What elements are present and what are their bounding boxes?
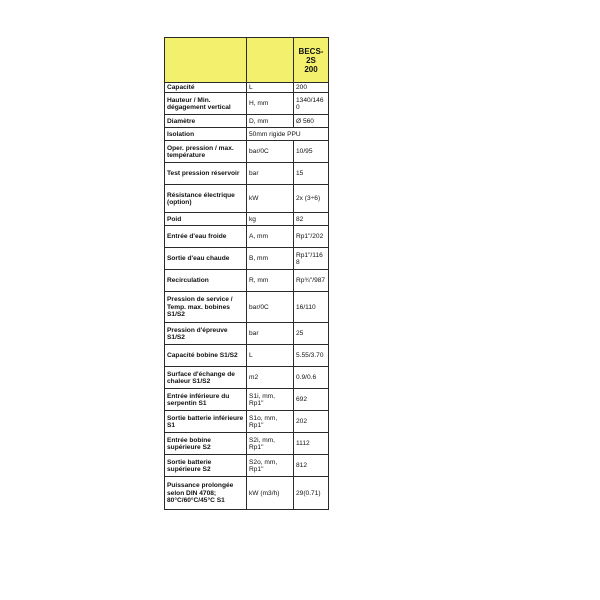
table-row xyxy=(165,323,329,345)
spec-label-cell: Entrée inférieure du serpentin S1 xyxy=(165,389,247,411)
table-row xyxy=(165,141,329,163)
spec-value-cell: 29(0.71) xyxy=(294,477,329,510)
table-row xyxy=(165,455,329,477)
spec-unit-cell: H, mm xyxy=(247,93,294,115)
table-row xyxy=(165,83,329,93)
spec-label-cell: Hauteur / Min. dégagement vertical xyxy=(165,93,247,115)
table-row xyxy=(165,292,329,323)
spec-label-cell: Entrée bobine supérieure S2 xyxy=(165,433,247,455)
spec-value-cell: Ø 560 xyxy=(294,115,329,128)
spec-label-cell: Isolation xyxy=(165,128,247,141)
spec-unit-cell: S1o, mm, Rp1" xyxy=(247,411,294,433)
spec-unit-cell: bar xyxy=(247,323,294,345)
header-unit-cell xyxy=(247,38,294,83)
spec-unit-cell: L xyxy=(247,345,294,367)
spec-label-cell: Puissance prolongée selon DIN 4708; 80°C/60°C/45°C S1 xyxy=(165,477,247,510)
spec-unit-cell: S2i, mm, Rp1" xyxy=(247,433,294,455)
spec-value-cell: 1340/1460 xyxy=(294,93,329,115)
spec-unit-cell: bar/0C xyxy=(247,292,294,323)
spec-label-cell: Poid xyxy=(165,213,247,226)
spec-value-cell: 812 xyxy=(294,455,329,477)
spec-value-cell: 16/110 xyxy=(294,292,329,323)
spec-label-cell: Pression d'épreuve S1/S2 xyxy=(165,323,247,345)
spec-label-cell: Test pression réservoir xyxy=(165,163,247,185)
spec-value-cell: 2x (3÷6) xyxy=(294,185,329,213)
table-row xyxy=(165,270,329,292)
spec-unit-cell: bar xyxy=(247,163,294,185)
spec-unit-cell: m2 xyxy=(247,367,294,389)
spec-value-cell: Rp1"/1168 xyxy=(294,248,329,270)
spec-value-cell: 0.9/0.6 xyxy=(294,367,329,389)
spec-value-cell: 1112 xyxy=(294,433,329,455)
header-label-cell xyxy=(165,38,247,83)
spec-value-cell: Rp¾"/987 xyxy=(294,270,329,292)
spec-value-cell: 200 xyxy=(294,83,329,93)
header-row xyxy=(165,38,329,83)
table-row xyxy=(165,213,329,226)
spec-sheet xyxy=(164,37,328,510)
spec-label-cell: Oper. pression / max. température xyxy=(165,141,247,163)
spec-label-cell: Sortie d'eau chaude xyxy=(165,248,247,270)
spec-merged-value-cell: 50mm rigide PPU xyxy=(247,128,329,141)
spec-label-cell: Entrée d'eau froide xyxy=(165,226,247,248)
spec-label-cell: Résistance électrique (option) xyxy=(165,185,247,213)
spec-unit-cell: A, mm xyxy=(247,226,294,248)
table-row xyxy=(165,115,329,128)
table-row xyxy=(165,345,329,367)
spec-unit-cell: B, mm xyxy=(247,248,294,270)
table-row xyxy=(165,226,329,248)
table-body xyxy=(165,83,329,510)
table-row xyxy=(165,128,329,141)
spec-label-cell: Capacité bobine S1/S2 xyxy=(165,345,247,367)
table-row xyxy=(165,389,329,411)
table-row xyxy=(165,411,329,433)
spec-label-cell: Sortie batterie supérieure S2 xyxy=(165,455,247,477)
spec-unit-cell: D, mm xyxy=(247,115,294,128)
spec-value-cell: 25 xyxy=(294,323,329,345)
spec-label-cell: Recirculation xyxy=(165,270,247,292)
spec-label-cell: Pression de service / Temp. max. bobines S1/S2 xyxy=(165,292,247,323)
table-row xyxy=(165,185,329,213)
spec-unit-cell: R, mm xyxy=(247,270,294,292)
spec-value-cell: 202 xyxy=(294,411,329,433)
table-row xyxy=(165,93,329,115)
spec-unit-cell: S1i, mm, Rp1" xyxy=(247,389,294,411)
spec-value-cell: 10/95 xyxy=(294,141,329,163)
table-row xyxy=(165,163,329,185)
spec-unit-cell: L xyxy=(247,83,294,93)
table-row xyxy=(165,248,329,270)
spec-value-cell: 692 xyxy=(294,389,329,411)
spec-value-cell: 82 xyxy=(294,213,329,226)
table-row xyxy=(165,477,329,510)
spec-unit-cell: kW xyxy=(247,185,294,213)
model-name-header: BECS- 2S 200 xyxy=(294,38,329,83)
spec-unit-cell: kW (m3/h) xyxy=(247,477,294,510)
spec-value-cell: 15 xyxy=(294,163,329,185)
spec-label-cell: Sortie batterie inférieure S1 xyxy=(165,411,247,433)
spec-value-cell: Rp1"/202 xyxy=(294,226,329,248)
spec-unit-cell: bar/0C xyxy=(247,141,294,163)
table-row xyxy=(165,367,329,389)
spec-value-cell: 5.55/3.70 xyxy=(294,345,329,367)
table-header xyxy=(165,38,329,83)
spec-label-cell: Surface d'échange de chaleur S1/S2 xyxy=(165,367,247,389)
spec-unit-cell: kg xyxy=(247,213,294,226)
spec-label-cell: Capacité xyxy=(165,83,247,93)
spec-table xyxy=(164,37,329,510)
table-row xyxy=(165,433,329,455)
spec-unit-cell: S2o, mm, Rp1" xyxy=(247,455,294,477)
spec-label-cell: Diamètre xyxy=(165,115,247,128)
